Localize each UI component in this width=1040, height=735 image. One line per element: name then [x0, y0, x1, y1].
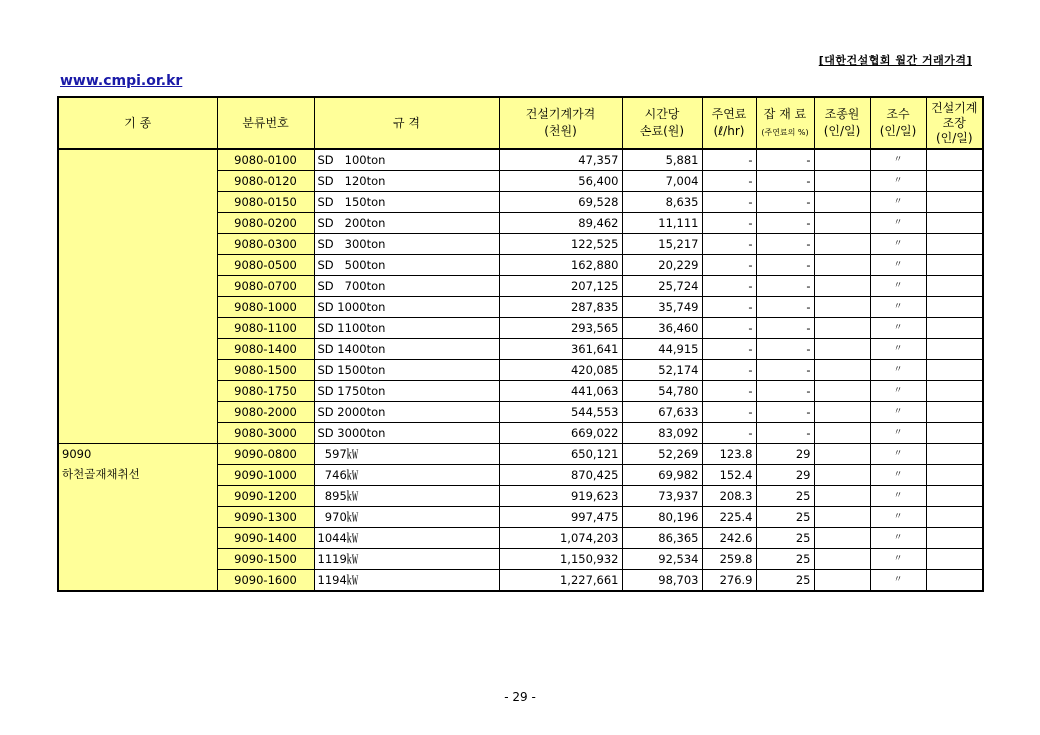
foreman-cell — [926, 318, 983, 339]
price-cell: 420,085 — [499, 360, 622, 381]
fuel-cell: 152.4 — [702, 465, 756, 486]
misc-cell: - — [756, 423, 814, 444]
misc-cell: 29 — [756, 444, 814, 465]
col-hourly: 시간당 손료(원) — [622, 97, 702, 149]
spec-cell: SD 1100ton — [314, 318, 499, 339]
code-cell: 9080-0200 — [217, 213, 314, 234]
spec-cell: SD 1000ton — [314, 297, 499, 318]
table-row — [58, 149, 983, 171]
price-cell: 1,074,203 — [499, 528, 622, 549]
price-cell: 56,400 — [499, 171, 622, 192]
price-cell: 69,528 — [499, 192, 622, 213]
spec-cell: SD 120ton — [314, 171, 499, 192]
hourly-cell: 8,635 — [622, 192, 702, 213]
misc-cell: - — [756, 318, 814, 339]
price-cell: 361,641 — [499, 339, 622, 360]
spec-cell: SD 150ton — [314, 192, 499, 213]
operator-cell — [814, 149, 870, 171]
fuel-cell: - — [702, 276, 756, 297]
foreman-cell — [926, 297, 983, 318]
assistant-cell: 〃 — [870, 255, 926, 276]
fuel-cell: 123.8 — [702, 444, 756, 465]
fuel-cell: - — [702, 255, 756, 276]
fuel-cell: - — [702, 213, 756, 234]
misc-cell: 25 — [756, 507, 814, 528]
code-cell: 9080-1100 — [217, 318, 314, 339]
fuel-cell: - — [702, 234, 756, 255]
operator-cell — [814, 255, 870, 276]
hourly-cell: 52,269 — [622, 444, 702, 465]
code-cell: 9080-1400 — [217, 339, 314, 360]
hourly-cell: 67,633 — [622, 402, 702, 423]
code-cell: 9090-1200 — [217, 486, 314, 507]
hourly-cell: 36,460 — [622, 318, 702, 339]
kind-code: 9090 — [62, 447, 92, 461]
price-cell: 441,063 — [499, 381, 622, 402]
spec-cell: SD 2000ton — [314, 402, 499, 423]
operator-cell — [814, 486, 870, 507]
assistant-cell: 〃 — [870, 234, 926, 255]
fuel-cell: 259.8 — [702, 549, 756, 570]
foreman-cell — [926, 171, 983, 192]
price-cell: 89,462 — [499, 213, 622, 234]
kind-cell — [58, 149, 217, 444]
hourly-cell: 20,229 — [622, 255, 702, 276]
code-cell: 9080-0500 — [217, 255, 314, 276]
foreman-cell — [926, 276, 983, 297]
misc-cell: - — [756, 402, 814, 423]
foreman-cell — [926, 255, 983, 276]
operator-cell — [814, 402, 870, 423]
code-cell: 9080-0700 — [217, 276, 314, 297]
hourly-cell: 52,174 — [622, 360, 702, 381]
price-cell: 207,125 — [499, 276, 622, 297]
operator-cell — [814, 381, 870, 402]
fuel-cell: - — [702, 192, 756, 213]
operator-cell — [814, 234, 870, 255]
operator-cell — [814, 276, 870, 297]
fuel-cell: - — [702, 402, 756, 423]
misc-cell: - — [756, 297, 814, 318]
operator-cell — [814, 549, 870, 570]
col-assistant: 조수 (인/일) — [870, 97, 926, 149]
foreman-cell — [926, 402, 983, 423]
fuel-cell: 208.3 — [702, 486, 756, 507]
code-cell: 9080-1500 — [217, 360, 314, 381]
misc-cell: - — [756, 276, 814, 297]
spec-cell: SD 1500ton — [314, 360, 499, 381]
price-cell: 544,553 — [499, 402, 622, 423]
code-cell: 9080-2000 — [217, 402, 314, 423]
foreman-cell — [926, 549, 983, 570]
misc-cell: - — [756, 360, 814, 381]
price-cell: 287,835 — [499, 297, 622, 318]
price-cell: 919,623 — [499, 486, 622, 507]
spec-cell: 895㎾ — [314, 486, 499, 507]
misc-cell: 25 — [756, 486, 814, 507]
code-cell: 9090-1600 — [217, 570, 314, 592]
price-cell: 1,227,661 — [499, 570, 622, 592]
page-number: - 29 - — [504, 690, 536, 704]
site-link[interactable]: www.cmpi.or.kr — [60, 73, 183, 89]
assistant-cell: 〃 — [870, 528, 926, 549]
assistant-cell: 〃 — [870, 213, 926, 234]
misc-cell: - — [756, 339, 814, 360]
operator-cell — [814, 171, 870, 192]
foreman-cell — [926, 465, 983, 486]
code-cell: 9080-0120 — [217, 171, 314, 192]
spec-cell: SD 700ton — [314, 276, 499, 297]
table-body — [58, 149, 983, 591]
col-misc: 잡 재 료 (주연료의 %) — [756, 97, 814, 149]
price-cell: 47,357 — [499, 149, 622, 171]
foreman-cell — [926, 360, 983, 381]
price-cell: 293,565 — [499, 318, 622, 339]
operator-cell — [814, 423, 870, 444]
code-cell: 9090-1000 — [217, 465, 314, 486]
misc-cell: 25 — [756, 549, 814, 570]
hourly-cell: 73,937 — [622, 486, 702, 507]
fuel-cell: - — [702, 381, 756, 402]
hourly-cell: 69,982 — [622, 465, 702, 486]
spec-cell: SD 500ton — [314, 255, 499, 276]
assistant-cell: 〃 — [870, 171, 926, 192]
table-row — [58, 444, 983, 465]
price-cell: 669,022 — [499, 423, 622, 444]
misc-cell: - — [756, 234, 814, 255]
hourly-cell: 80,196 — [622, 507, 702, 528]
misc-cell: - — [756, 149, 814, 171]
operator-cell — [814, 213, 870, 234]
col-operator: 조종원 (인/일) — [814, 97, 870, 149]
code-cell: 9080-0100 — [217, 149, 314, 171]
spec-cell: SD 300ton — [314, 234, 499, 255]
hourly-cell: 98,703 — [622, 570, 702, 592]
assistant-cell: 〃 — [870, 339, 926, 360]
spec-cell: SD 3000ton — [314, 423, 499, 444]
operator-cell — [814, 297, 870, 318]
assistant-cell: 〃 — [870, 318, 926, 339]
foreman-cell — [926, 444, 983, 465]
assistant-cell: 〃 — [870, 570, 926, 592]
price-cell: 650,121 — [499, 444, 622, 465]
assistant-cell: 〃 — [870, 465, 926, 486]
code-cell: 9080-0150 — [217, 192, 314, 213]
hourly-cell: 54,780 — [622, 381, 702, 402]
misc-cell: - — [756, 171, 814, 192]
assistant-cell: 〃 — [870, 507, 926, 528]
kind-cell — [58, 444, 217, 592]
code-cell: 9080-0300 — [217, 234, 314, 255]
foreman-cell — [926, 570, 983, 592]
assistant-cell: 〃 — [870, 276, 926, 297]
operator-cell — [814, 318, 870, 339]
misc-cell: - — [756, 192, 814, 213]
fuel-cell: - — [702, 423, 756, 444]
spec-cell: 1119㎾ — [314, 549, 499, 570]
fuel-cell: - — [702, 297, 756, 318]
code-cell: 9080-1750 — [217, 381, 314, 402]
spec-cell: 1194㎾ — [314, 570, 499, 592]
misc-cell: - — [756, 255, 814, 276]
assistant-cell: 〃 — [870, 149, 926, 171]
fuel-cell: - — [702, 149, 756, 171]
foreman-cell — [926, 192, 983, 213]
spec-cell: SD 100ton — [314, 149, 499, 171]
spec-cell: SD 200ton — [314, 213, 499, 234]
col-code: 분류번호 — [217, 97, 314, 149]
misc-cell: - — [756, 213, 814, 234]
operator-cell — [814, 444, 870, 465]
assistant-cell: 〃 — [870, 444, 926, 465]
misc-cell: 29 — [756, 465, 814, 486]
operator-cell — [814, 570, 870, 592]
col-kind: 기 종 — [58, 97, 217, 149]
fuel-cell: - — [702, 339, 756, 360]
assistant-cell: 〃 — [870, 381, 926, 402]
code-cell: 9080-1000 — [217, 297, 314, 318]
misc-cell: 25 — [756, 528, 814, 549]
fuel-cell: - — [702, 171, 756, 192]
fuel-cell: 225.4 — [702, 507, 756, 528]
spec-cell: 597㎾ — [314, 444, 499, 465]
assistant-cell: 〃 — [870, 297, 926, 318]
spec-cell: SD 1750ton — [314, 381, 499, 402]
spec-cell: 746㎾ — [314, 465, 499, 486]
fuel-cell: - — [702, 360, 756, 381]
hourly-cell: 83,092 — [622, 423, 702, 444]
hourly-cell: 7,004 — [622, 171, 702, 192]
operator-cell — [814, 339, 870, 360]
fuel-cell: - — [702, 318, 756, 339]
spec-cell: 1044㎾ — [314, 528, 499, 549]
operator-cell — [814, 528, 870, 549]
code-cell: 9090-1500 — [217, 549, 314, 570]
spec-cell: 970㎾ — [314, 507, 499, 528]
foreman-cell — [926, 339, 983, 360]
col-price: 건설기계가격 (천원) — [499, 97, 622, 149]
foreman-cell — [926, 149, 983, 171]
assistant-cell: 〃 — [870, 549, 926, 570]
foreman-cell — [926, 528, 983, 549]
price-cell: 997,475 — [499, 507, 622, 528]
price-cell: 162,880 — [499, 255, 622, 276]
foreman-cell — [926, 234, 983, 255]
publisher-title: [대한건설협회 월간 거래가격] — [818, 54, 972, 67]
foreman-cell — [926, 507, 983, 528]
code-cell: 9080-3000 — [217, 423, 314, 444]
hourly-cell: 5,881 — [622, 149, 702, 171]
price-table — [57, 96, 984, 592]
assistant-cell: 〃 — [870, 402, 926, 423]
hourly-cell: 11,111 — [622, 213, 702, 234]
assistant-cell: 〃 — [870, 486, 926, 507]
misc-cell: 25 — [756, 570, 814, 592]
fuel-cell: 276.9 — [702, 570, 756, 592]
price-cell: 1,150,932 — [499, 549, 622, 570]
foreman-cell — [926, 213, 983, 234]
assistant-cell: 〃 — [870, 423, 926, 444]
operator-cell — [814, 192, 870, 213]
foreman-cell — [926, 486, 983, 507]
col-foreman: 건설기계 조장 (인/일) — [926, 97, 983, 149]
price-cell: 870,425 — [499, 465, 622, 486]
hourly-cell: 86,365 — [622, 528, 702, 549]
fuel-cell: 242.6 — [702, 528, 756, 549]
price-cell: 122,525 — [499, 234, 622, 255]
hourly-cell: 25,724 — [622, 276, 702, 297]
hourly-cell: 15,217 — [622, 234, 702, 255]
hourly-cell: 92,534 — [622, 549, 702, 570]
col-fuel: 주연료 (ℓ/hr) — [702, 97, 756, 149]
foreman-cell — [926, 423, 983, 444]
operator-cell — [814, 360, 870, 381]
col-spec: 규 격 — [314, 97, 499, 149]
misc-cell: - — [756, 381, 814, 402]
hourly-cell: 44,915 — [622, 339, 702, 360]
code-cell: 9090-1400 — [217, 528, 314, 549]
code-cell: 9090-0800 — [217, 444, 314, 465]
operator-cell — [814, 465, 870, 486]
operator-cell — [814, 507, 870, 528]
assistant-cell: 〃 — [870, 192, 926, 213]
table-header — [58, 97, 983, 149]
code-cell: 9090-1300 — [217, 507, 314, 528]
foreman-cell — [926, 381, 983, 402]
spec-cell: SD 1400ton — [314, 339, 499, 360]
kind-name: 하천골재채취선 — [62, 467, 140, 481]
assistant-cell: 〃 — [870, 360, 926, 381]
hourly-cell: 35,749 — [622, 297, 702, 318]
